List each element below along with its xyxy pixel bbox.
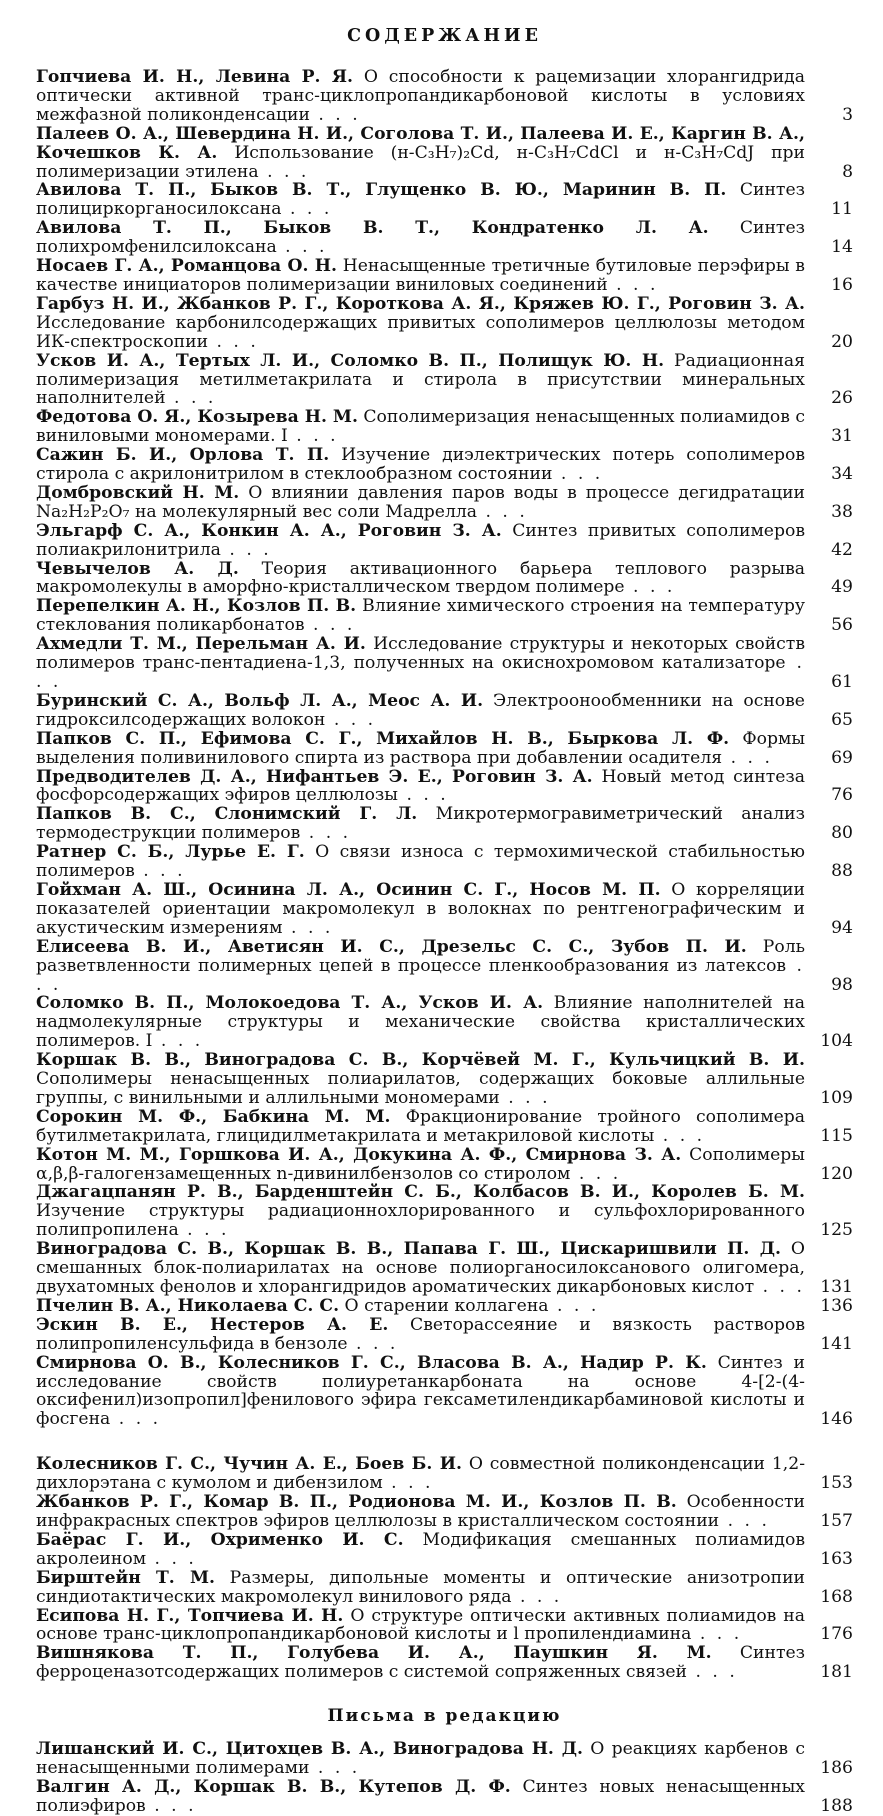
toc-entry-authors: Буринский С. А., Вольф Л. А., Меос А. И.: [36, 690, 484, 711]
toc-entry-body: [36, 181, 813, 219]
toc-entry: [36, 635, 853, 692]
leader-dots: . . .: [570, 1163, 622, 1184]
toc-entry-page: 20: [831, 331, 853, 352]
toc-entry-title: Влияние химического строения на температуру стеклования поликарбонатов: [36, 596, 806, 636]
toc-entry-body: [36, 1051, 813, 1108]
toc-entry-authors: Авилова Т. П., Быков В. Т., Кондратенко Л. А.: [36, 218, 709, 239]
leader-dots: . . .: [499, 1087, 551, 1108]
toc-entry-title: Исследование структуры и некоторых свойств полимеров транс-пентадиена-1,3, полученных на окиснохромовом катализаторе: [36, 634, 805, 674]
toc-entry-authors: Соломко В. П., Молокоедова Т. А., Усков И. А.: [36, 993, 544, 1014]
toc-entry-title: Сополимеры α,β,β-галогензамещенных n-дивинилбензолов со стиролом: [36, 1144, 805, 1184]
toc-entry: [36, 1531, 853, 1569]
toc-entry-page: 31: [831, 426, 853, 447]
toc-entry-authors: Елисеева В. И., Аветисян И. С., Дрезельс С. С., Зубов П. И.: [36, 936, 747, 957]
toc-entry-page: 11: [831, 199, 853, 220]
leader-dots: . . .: [282, 917, 334, 938]
toc-entry-page: 146: [820, 1409, 853, 1430]
toc-entry-title: Использование (н-C₃H₇)₂Cd, н-C₃H₇CdCl и н-C₃H₇CdJ при полимеризации этилена: [36, 142, 805, 182]
leader-dots: . . .: [754, 1277, 805, 1297]
leader-dots: . . .: [397, 785, 449, 806]
toc-entry: [36, 1183, 853, 1240]
toc-entry-authors: Ратнер С. Б., Лурье Е. Г.: [36, 842, 305, 863]
toc-entry-title: Синтез привитых сополимеров полиакрилонитрила: [36, 520, 806, 560]
toc-entry-body: [36, 219, 813, 257]
leader-dots: . . .: [165, 388, 217, 409]
leader-dots: . . .: [382, 1473, 434, 1494]
toc-entry: [36, 257, 853, 295]
toc-entry-authors: Усков И. А., Тертых Л. И., Соломко В. П., Полищук Ю. Н.: [36, 350, 665, 371]
toc-entry-authors: Виноградова С. В., Коршак В. В., Папава Г. Ш., Цискаришвили П. Д.: [36, 1239, 782, 1260]
toc-entry-body: [36, 1316, 813, 1354]
toc-entry-title: Изучение диэлектрических потерь сополимеров стирола с акрилонитрилом в стеклообразном состоянии: [36, 445, 806, 485]
toc-entry-page: 94: [831, 917, 853, 938]
leader-dots: . . .: [309, 104, 361, 125]
toc-entry-authors: Папков В. С., Слонимский Г. Л.: [36, 804, 418, 825]
toc-entry: [36, 1778, 853, 1816]
toc-entry-authors: Смирнова О. В., Колесников Г. С., Власова В. А., Надир Р. К.: [36, 1352, 707, 1373]
toc-entry-authors: Гойхман А. Ш., Осинина Л. А., Осинин С. Г., Носов М. П.: [36, 879, 661, 900]
toc-entry-title: О структуре оптически активных полиамидов на основе транс-циклопропандикарбоновой кислоты и l пропилендиамина: [36, 1605, 805, 1645]
toc-entry: [36, 1740, 853, 1778]
toc-entry-authors: Бирштейн Т. М.: [36, 1567, 215, 1588]
toc-entry: [36, 994, 853, 1051]
toc-entry: [36, 692, 853, 730]
toc-entry-title: Синтез ферроценазотсодержащих полимеров с системой сопряженных связей: [36, 1643, 806, 1683]
leader-dots: . . .: [146, 1548, 197, 1569]
toc-entry-page: 80: [831, 823, 853, 844]
toc-entry-authors: Гарбуз Н. И., Жбанков Р. Г., Короткова А. Я., Кряжев Ю. Г., Роговин З. А.: [36, 293, 805, 314]
toc-entry-body: [36, 1607, 813, 1645]
toc-entry: [36, 881, 853, 938]
toc-entry-authors: Палеев О. А., Шевердина Н. И., Соголова Т. И., Палеева И. Е., Каргин В. А., Кочешков К. А.: [36, 123, 805, 163]
toc-entry-page: 157: [820, 1510, 853, 1531]
toc-entry: [36, 522, 853, 560]
toc-entry-title: Сополимеризация ненасыщенных полиамидов с виниловыми мономерами. I: [36, 407, 805, 447]
toc-entry-title: Исследование карбонилсодержащих привитых сополимеров целлюлозы методом ИК-спектроскопии: [36, 312, 805, 352]
toc-entry-page: 3: [842, 104, 853, 125]
toc-entry-page: 141: [820, 1333, 853, 1354]
toc-group-letters: [36, 1740, 853, 1816]
toc-entry-authors: Домбровский Н. М.: [36, 482, 240, 503]
toc-entry-authors: Котон М. М., Горшкова И. А., Докукина А. Ф., Смирнова З. А.: [36, 1144, 682, 1165]
leader-dots: . . .: [719, 1510, 770, 1531]
toc-entry-title: Синтез и исследование свойств полиуретанкарбоната на основе 4-[2-(4-оксифенил)изопропил]фенилового эфира гексаметилендикарбаминовой кислоты и фосгена: [36, 1352, 805, 1430]
leader-dots: . . .: [304, 615, 356, 636]
toc-entry: [36, 1316, 853, 1354]
leader-dots: . . .: [552, 464, 604, 485]
toc-group-main: [36, 68, 853, 1429]
toc-entry-authors: Джагацпанян Р. В., Барденштейн С. Б., Колбасов В. И., Королев Б. М.: [36, 1182, 805, 1203]
toc-entry-authors: Колесников Г. С., Чучин А. Е., Боев Б. И.: [36, 1454, 462, 1475]
toc-entry: [36, 1607, 853, 1645]
toc-entry-title: Роль разветвленности полимерных цепей в процессе пленкообразования из латексов: [36, 936, 805, 976]
leader-dots: . . .: [687, 1662, 738, 1683]
toc-entry-authors: Ахмедли Т. М., Перельман А. И.: [36, 634, 366, 655]
toc-entry-body: [36, 938, 813, 995]
leader-dots: . . .: [220, 539, 272, 560]
toc-entry: [36, 1569, 853, 1607]
leader-dots: . . .: [287, 426, 339, 447]
toc-entry-body: [36, 522, 813, 560]
toc-entry-body: [36, 257, 813, 295]
toc-entry: [36, 352, 853, 409]
toc-entry-page: 69: [831, 747, 853, 768]
toc-entry-page: 125: [820, 1220, 853, 1241]
toc-entry-title: Изучение структуры радиационнохлорированного и сульфохлорированного полипропилена: [36, 1201, 805, 1241]
leader-dots: . . .: [178, 1220, 230, 1241]
toc-entry-page: 8: [842, 161, 853, 182]
toc-entry-page: 153: [820, 1473, 853, 1494]
toc-entry: [36, 560, 853, 598]
toc-entry: [36, 805, 853, 843]
toc-entry-page: 34: [831, 464, 853, 485]
toc-entry-page: 136: [820, 1295, 853, 1316]
toc-entry-page: 104: [820, 1031, 853, 1052]
toc-entry-body: [36, 1569, 813, 1607]
toc-entry-body: [36, 768, 813, 806]
toc-entry-body: [36, 484, 813, 522]
toc-entry-body: [36, 843, 813, 881]
toc-entry-body: [36, 881, 813, 938]
leader-dots: . . .: [691, 1624, 743, 1645]
leader-dots: . . .: [309, 1758, 361, 1779]
toc-entry-title: О влиянии давления паров воды в процессе дегидратации Na₂H₂P₂O₇ на молекулярный вес соли Мадрелла: [36, 482, 806, 522]
toc-entry: [36, 1644, 853, 1682]
toc-entry-page: 168: [820, 1586, 853, 1607]
toc-entry-body: [36, 1183, 813, 1240]
toc-entry-title: О способности к рацемизации хлорангидрида оптически активной транс-циклопропандикарбоновой кислоты в условиях межфазной поликонденсации: [36, 67, 805, 125]
toc-entry: [36, 1354, 853, 1430]
leader-dots: . . .: [145, 1795, 197, 1816]
toc-entry-authors: Баёрас Г. И., Охрименко И. С.: [36, 1529, 404, 1550]
toc-entry-page: 181: [820, 1662, 853, 1683]
toc-entry-page: 16: [831, 274, 853, 295]
toc-entry-title: Радиационная полимеризация метилметакрилата и стирола в присутствии минеральных наполнителей: [36, 350, 805, 409]
toc-entry-authors: Эльгарф С. А., Конкин А. А., Роговин З. А.: [36, 520, 502, 541]
toc-entry-title: О смешанных блок-полиарилатах на основе полиорганосилоксанового олигомера, двухатомных фенолов и хлорангидридов ароматических дикарбоновых кислот: [36, 1239, 805, 1297]
toc-entry-authors: Эскин В. Е., Нестеров А. Е.: [36, 1314, 389, 1335]
leader-dots: . . .: [607, 274, 659, 295]
toc-entry-title: Формы выделения поливинилового спирта из раствора при добавлении осадителя: [36, 728, 805, 768]
toc-entry-authors: Коршак В. В., Виноградова С. В., Корчёвей М. Г., Кульчицкий В. И.: [36, 1050, 805, 1071]
toc-entry-authors: Есипова Н. Г., Топчиева И. Н.: [36, 1605, 344, 1626]
toc-entry: [36, 446, 853, 484]
toc-entry-body: [36, 1493, 813, 1531]
toc-entry-page: 38: [831, 501, 853, 522]
toc-entry-title: Новый метод синтеза фосфорсодержащих эфиров целлюлозы: [36, 766, 805, 806]
toc-entry-page: 49: [831, 577, 853, 598]
toc-entry-authors: Валгин А. Д., Коршак В. В., Кутепов Д. Ф.: [36, 1776, 511, 1797]
toc-entry-body: [36, 692, 813, 730]
toc-entry-body: [36, 1531, 813, 1569]
toc-entry-title: О старении коллагена: [344, 1295, 549, 1316]
toc-entry: [36, 1455, 853, 1493]
toc-entry: [36, 1297, 853, 1316]
toc-entry-title: Электроонообменники на основе гидроксилсодержащих волокон: [36, 690, 805, 730]
toc-entry: [36, 1108, 853, 1146]
toc-entry: [36, 1146, 853, 1184]
toc-entry-body: [36, 805, 813, 843]
toc-entry-body: [36, 125, 813, 182]
leader-dots: . . .: [722, 747, 773, 768]
toc-entry-body: [36, 1108, 813, 1146]
leader-dots: . . .: [208, 331, 259, 352]
toc-entry-page: 76: [831, 785, 853, 806]
toc-entry-page: 88: [831, 861, 853, 882]
toc-entry-title: Синтез новых ненасыщенных полиэфиров: [36, 1776, 805, 1816]
leader-dots: . . .: [477, 501, 528, 522]
toc-entry-authors: Носаев Г. А., Романцова О. Н.: [36, 256, 337, 277]
toc-entry-body: [36, 597, 813, 635]
toc-entry-title: Микротермогравиметрический анализ термодеструкции полимеров: [36, 804, 805, 844]
section-heading-letters: Письма в редакцию: [327, 1706, 562, 1727]
toc-entry-authors: Гопчиева И. Н., Левина Р. Я.: [36, 67, 353, 87]
leader-dots: . . .: [36, 955, 806, 995]
toc-entry-body: [36, 352, 813, 409]
toc-entry: [36, 843, 853, 881]
leader-dots: . . .: [624, 577, 676, 598]
toc-entry-title: Фракционирование тройного сополимера бутилметакрилата, глицидилметакрилата и метакриловой кислоты: [36, 1106, 805, 1146]
leader-dots: . . .: [36, 653, 805, 692]
toc-entry: [36, 768, 853, 806]
toc-entry: [36, 1240, 853, 1297]
leader-dots: . . .: [347, 1333, 399, 1354]
toc-entry-body: [36, 730, 813, 768]
toc-entry-page: 163: [820, 1548, 853, 1569]
toc-entry-page: 65: [831, 709, 853, 730]
leader-dots: . . .: [152, 1031, 204, 1052]
toc-entry: [36, 1493, 853, 1531]
toc-entry-title: Синтез полихромфенилсилоксана: [36, 218, 805, 258]
toc-entry-page: 109: [820, 1087, 853, 1108]
toc-entry-authors: Перепелкин А. Н., Козлов П. В.: [36, 596, 357, 617]
toc-entry-body: [36, 408, 813, 446]
toc-entry-title: Модификация смешанных полиамидов акролеином: [36, 1529, 805, 1569]
toc-entry-authors: Лишанский И. С., Цитохцев В. А., Виноградова Н. Д.: [36, 1739, 583, 1760]
toc-entry-authors: Авилова Т. П., Быков В. Т., Глущенко В. Ю., Маринин В. П.: [36, 180, 727, 201]
toc-entry-title: Сополимеры ненасыщенных полиарилатов, содержащих боковые аллильные группы, с винильными и аллильными мономерами: [36, 1069, 805, 1108]
toc-entry: [36, 181, 853, 219]
toc-entry-page: 186: [820, 1758, 853, 1779]
toc-entry-title: Особенности инфракрасных спектров эфиров целлюлозы в кристаллическом состоянии: [36, 1492, 805, 1531]
toc-entry-authors: Предводителев Д. А., Нифантьев Э. Е., Роговин З. А.: [36, 766, 593, 787]
toc-entry-authors: Папков С. П., Ефимова С. Г., Михайлов Н. В., Быркова Л. Ф.: [36, 728, 730, 749]
toc-entry-body: [36, 1644, 813, 1682]
toc-entry: [36, 68, 853, 125]
toc-entry: [36, 1051, 853, 1108]
leader-dots: . . .: [258, 161, 310, 182]
toc-entry-page: 26: [831, 388, 853, 409]
toc-entry-title: О реакциях карбенов с ненасыщенными полимерами: [36, 1739, 805, 1779]
toc-entry-authors: Жбанков Р. Г., Комар В. П., Родионова М. И., Козлов П. В.: [36, 1492, 677, 1513]
toc-entry: [36, 408, 853, 446]
toc-entry-title: Влияние наполнителей на надмолекулярные структуры и механические свойства кристаллических полимеров. I: [36, 993, 806, 1052]
toc-entry-body: [36, 68, 813, 125]
toc-entry: [36, 597, 853, 635]
toc-entry-page: 56: [831, 615, 853, 636]
group-spacer: [36, 1429, 853, 1455]
toc-entry-page: 120: [820, 1163, 853, 1184]
toc-entry: [36, 219, 853, 257]
toc-entry-page: 98: [831, 974, 853, 995]
leader-dots: . . .: [511, 1586, 563, 1607]
toc-entry-body: [36, 446, 813, 484]
leader-dots: . . .: [325, 709, 377, 730]
toc-entry: [36, 295, 853, 352]
toc-entry-authors: Федотова О. Я., Козырева Н. М.: [36, 407, 358, 428]
toc-entry-title: Размеры, дипольные моменты и оптические анизотропии синдиотактических макромолекул винилового ряда: [36, 1567, 806, 1607]
toc-entry-body: [36, 295, 813, 352]
toc-entry-body: [36, 994, 813, 1051]
toc-entry-title: Теория активационного барьера теплового разрыва макромолекулы в аморфно-кристаллическом твердом полимере: [36, 558, 806, 598]
toc-entry-page: 131: [820, 1277, 853, 1297]
toc-entry-page: 176: [820, 1624, 853, 1645]
toc-entry-title: Ненасыщенные третичные бутиловые перэфиры в качестве инициаторов полимеризации виниловых соединений: [36, 256, 805, 295]
toc-entry-body: [36, 1778, 813, 1816]
toc-entry-title: Синтез полициркорганосилоксана: [36, 180, 805, 220]
leader-dots: . . .: [134, 861, 186, 882]
toc-entry-authors: Вишнякова Т. П., Голубева И. А., Паушкин Я. М.: [36, 1643, 712, 1664]
toc-entry-body: [36, 1354, 813, 1430]
toc-entry-body: [36, 1297, 813, 1316]
leader-dots: . . .: [548, 1295, 600, 1316]
toc-entry-page: 14: [831, 237, 853, 258]
leader-dots: . . .: [654, 1125, 706, 1146]
toc-entry-page: 61: [831, 672, 853, 692]
toc-entry-page: 115: [820, 1125, 853, 1146]
toc-entry-authors: Сажин Б. И., Орлова Т. П.: [36, 445, 330, 466]
toc-entry-body: [36, 1740, 813, 1778]
toc-group-secondary: [36, 1455, 853, 1682]
toc-entry-title: О связи износа с термохимической стабильностью полимеров: [36, 842, 805, 882]
toc-entry-title: Светорассеяние и вязкость растворов полипропиленсульфида в бензоле: [36, 1314, 805, 1354]
toc-entry-body: [36, 635, 813, 692]
toc-entry: [36, 125, 853, 182]
toc-entry-page: 42: [831, 539, 853, 560]
toc-entry-authors: Чевычелов А. Д.: [36, 558, 239, 579]
leader-dots: . . .: [300, 823, 352, 844]
toc-entry-title: О совместной поликонденсации 1,2-дихлорэтана с кумолом и дибензилом: [36, 1454, 805, 1494]
toc-entry-authors: Сорокин М. Ф., Бабкина М. М.: [36, 1106, 391, 1127]
toc-entry-title: О корреляции показателей ориентации макромолекул в волокнах по рентгенографическим и акустическим измерениям: [36, 879, 806, 938]
toc-entry: [36, 484, 853, 522]
leader-dots: . . .: [110, 1409, 162, 1430]
toc-entry-body: [36, 560, 813, 598]
toc-entry: [36, 938, 853, 995]
leader-dots: . . .: [276, 237, 328, 258]
toc-entry-body: [36, 1455, 813, 1493]
page-title: СОДЕРЖАНИЕ: [347, 26, 542, 46]
toc-entry-body: [36, 1146, 813, 1184]
leader-dots: . . .: [281, 199, 333, 220]
toc-entry-authors: Пчелин В. А., Николаева С. С.: [36, 1295, 340, 1316]
toc-entry: [36, 730, 853, 768]
toc-entry-page: 188: [820, 1795, 853, 1816]
toc-entry-body: [36, 1240, 813, 1297]
